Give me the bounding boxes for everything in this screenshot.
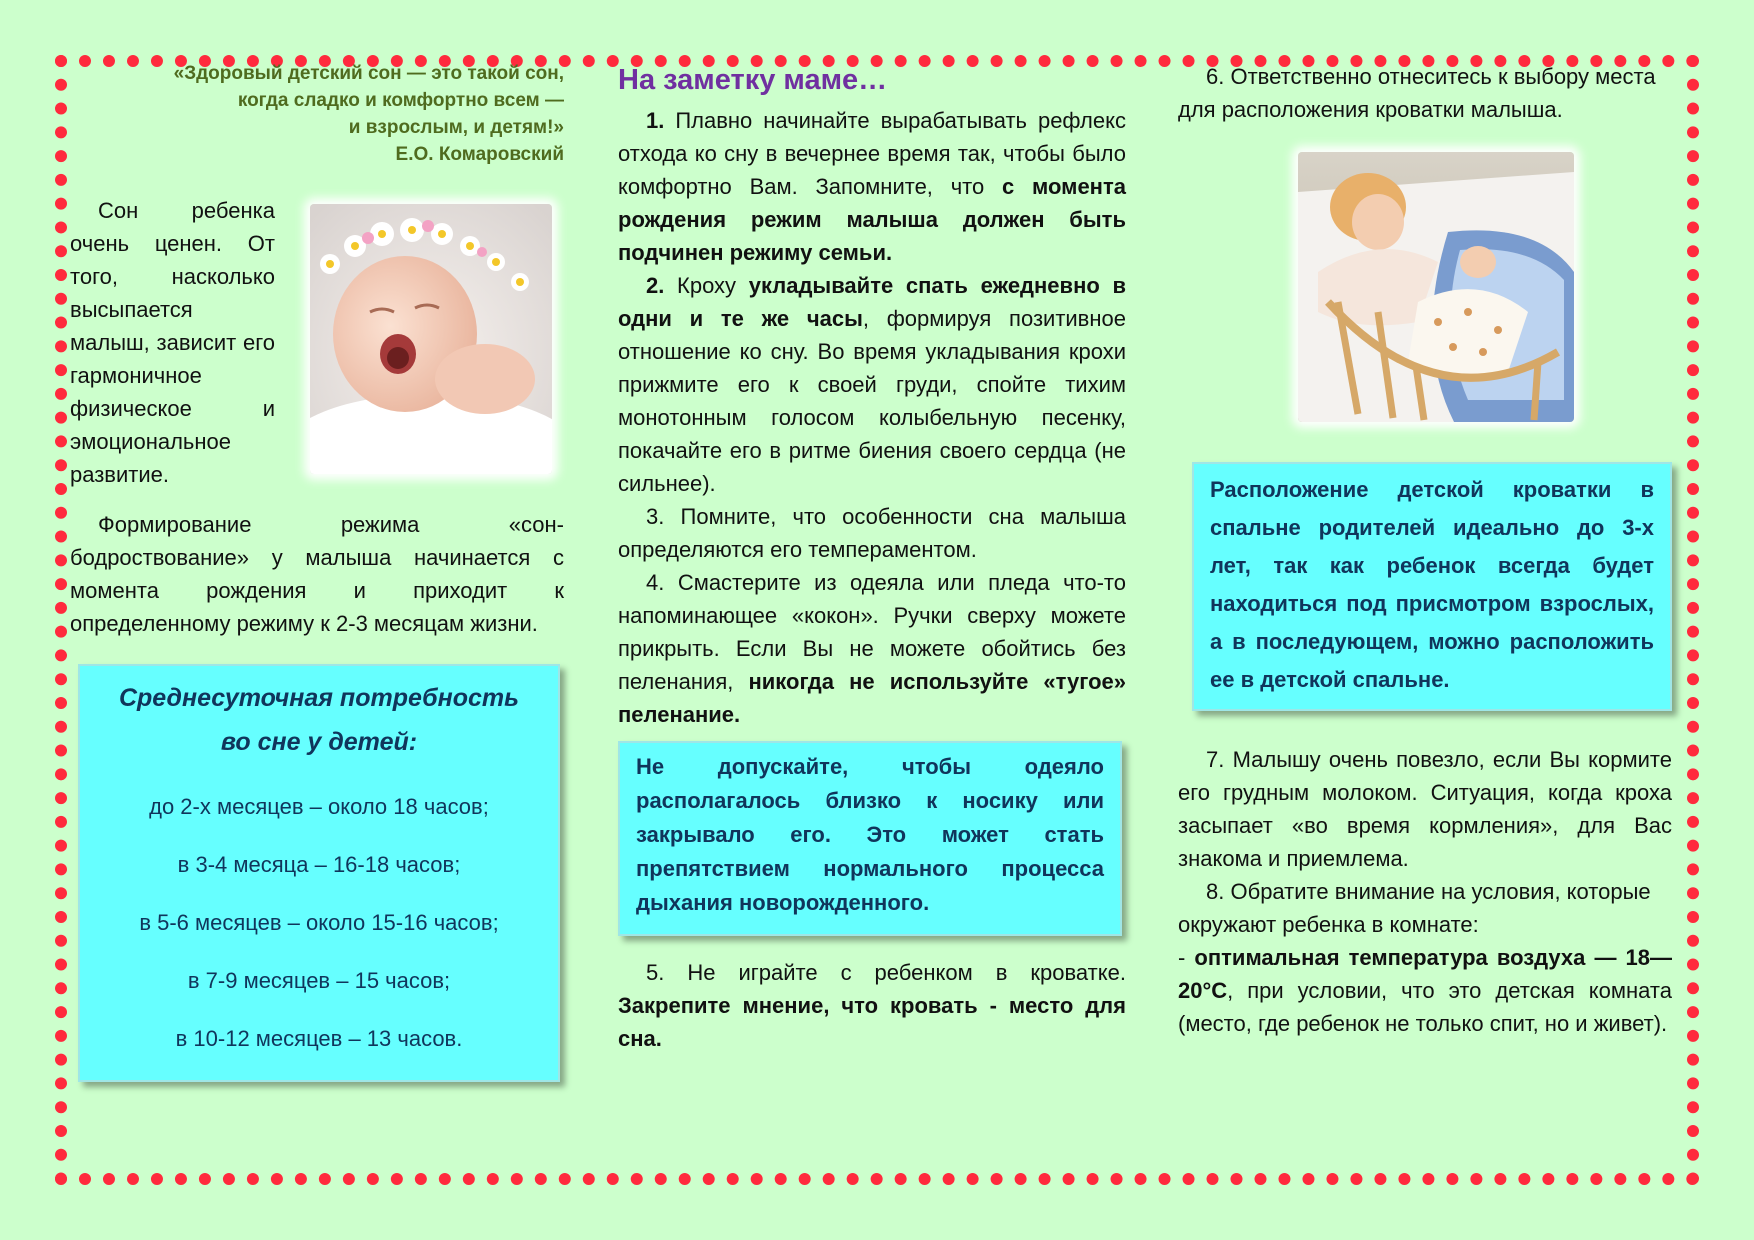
tip-number: 8.: [1206, 879, 1225, 904]
epigraph-quote: [70, 60, 564, 168]
tip-text: , при условии, что это детская комната (место, где ребенок не только спит, но и живет).: [1178, 978, 1672, 1036]
intro-paragraph: Сон ребенка очень ценен. От того, насколько высыпается малыш, зависит его гармоничное физическое и эмоциональное развитие.: [70, 198, 275, 487]
tip-emphasis: никогда не используйте «тугое» пеленание.: [618, 669, 1127, 727]
dash: -: [1178, 945, 1195, 970]
sleep-need-item: в 7-9 месяцев – 15 часов;: [187, 968, 451, 993]
tip-5: [618, 956, 1126, 1055]
sleep-needs-box: [78, 664, 560, 1082]
sleep-need-item: в 5-6 месяцев – около 15-16 часов;: [139, 910, 499, 935]
tip-4: [618, 566, 1126, 731]
column-left: [70, 60, 564, 1082]
section-heading: На заметку маме…: [618, 64, 888, 96]
tip-number: 1.: [646, 108, 665, 133]
tip-8-condition: [1178, 941, 1672, 1040]
tip-text: Малышу очень повезло, если Вы кормите его грудным молоком. Ситуация, когда кроха засыпает «во время кормления», для Вас знакома и приемлема.: [1178, 747, 1672, 871]
quote-line: когда сладко и комфортно всем —: [237, 90, 564, 111]
tip-number: 2.: [646, 273, 665, 298]
sleep-need-item: до 2-х месяцев – около 18 часов;: [149, 794, 489, 819]
tip-1: [618, 104, 1126, 269]
crib-photo-holder: [1178, 126, 1672, 432]
tip-emphasis: укладывайте спать ежедневно в одни и те же часы: [618, 273, 1126, 331]
tip-number: 7.: [1206, 747, 1225, 772]
column-middle: [618, 60, 1126, 1055]
tip-number: 5.: [646, 960, 665, 985]
sleep-needs-title: Среднесуточная потребность: [118, 684, 520, 712]
blanket-warning-box: Не допускайте, чтобы одеяло располагалось близко к носику или закрывало его. Это может стать препятствием нормального процесса дыхания новорожденного.: [618, 741, 1122, 936]
tip-text: Обратите внимание на условия, которые окружают ребенка в комнате:: [1178, 879, 1651, 937]
sleep-need-item: в 3-4 месяца – 16-18 часов;: [177, 852, 461, 877]
sleep-need-item: в 10-12 месяцев – 13 часов.: [175, 1026, 463, 1051]
quote-line: и взрослым, и детям!»: [348, 117, 564, 138]
tip-8: [1178, 875, 1672, 941]
tip-3: [618, 500, 1126, 566]
tip-text: Плавно начинайте вырабатывать рефлекс отхода ко сну в вечернее время так, чтобы было комфортно Вам. Запомните, что: [618, 108, 1126, 199]
tip-text: Смастерите из одеяла или пледа что-то напоминающее «кокон». Ручки сверху можете прикрыть. Если Вы не можете обойтись без пеленания,: [618, 570, 1126, 694]
column-right: [1178, 60, 1672, 1040]
quote-author: Е.О. Комаровский: [395, 144, 564, 165]
tip-7: [1178, 743, 1672, 875]
tip-text: Кроху: [677, 273, 749, 298]
intro-block: [70, 194, 564, 494]
tip-text: , формируя позитивное отношение ко сну. Во время укладывания крохи прижмите его к своей груди, спойте тихим монотонным голосом колыбельную песенку, покачайте его в ритме биения своего сердца (не сильнее).: [618, 306, 1126, 496]
tip-number: 3.: [646, 504, 665, 529]
quote-line: «Здоровый детский сон — это такой сон,: [173, 63, 564, 84]
crib-placement-box: Расположение детской кроватки в спальне родителей идеально до 3-х лет, так как ребенок всегда будет находиться под присмотром взрослых, а в последующем, можно расположить ее в детской спальне.: [1192, 462, 1672, 711]
tip-emphasis: с момента рождения режим малыша должен быть подчинен режиму семьи.: [618, 174, 1126, 265]
tip-text: Не играйте с ребенком в кроватке.: [687, 960, 1126, 985]
tip-number: 6.: [1206, 64, 1225, 89]
tip-text: Ответственно отнеситесь к выбору места для расположения кроватки малыша.: [1178, 64, 1656, 122]
tip-number: 4.: [646, 570, 665, 595]
mother-baby-crib-photo: [1298, 152, 1574, 422]
yawning-baby-photo: [310, 204, 552, 474]
sleep-needs-title: во сне у детей:: [220, 728, 418, 756]
tip-emphasis: оптимальная температура воздуха — 18—20°С: [1178, 945, 1672, 1003]
tip-6: [1178, 60, 1672, 126]
tip-2: [618, 269, 1126, 500]
tip-text: Помните, что особенности сна малыша определяются его темпераментом.: [618, 504, 1126, 562]
tip-emphasis: Закрепите мнение, что кровать - место для сна.: [618, 993, 1126, 1051]
regime-paragraph: Формирование режима «сон-бодроствование» у малыша начинается с момента рождения и приходит к определенному режиму к 2-3 месяцам жизни.: [70, 512, 564, 636]
